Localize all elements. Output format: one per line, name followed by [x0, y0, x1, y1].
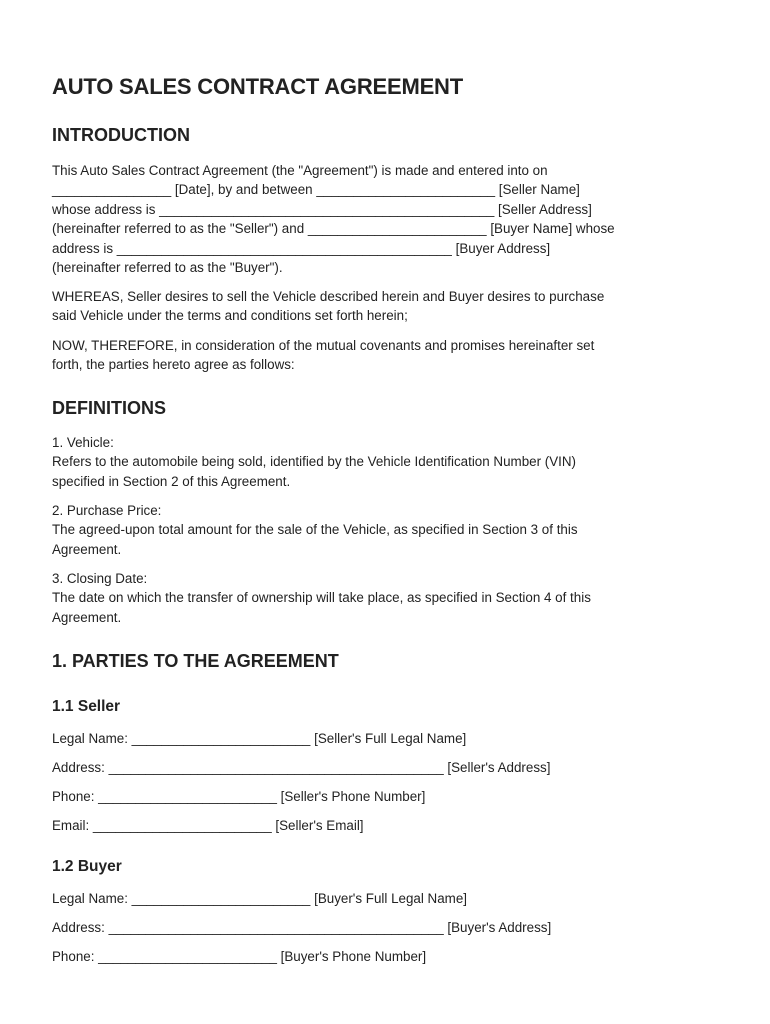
paragraph-line: ________________ [Date], by and between ________________________ [Seller Name] [52, 182, 580, 198]
paragraph-line: said Vehicle under the terms and conditions set forth herein; [52, 308, 408, 324]
definition-text: specified in Section 2 of this Agreement. [52, 473, 291, 489]
buyer-phone-field: Phone: ________________________ [Buyer's Phone Number] [52, 949, 427, 964]
seller-phone-field: Phone: ________________________ [Seller's Phone Number] [52, 789, 426, 804]
paragraph-line: forth, the parties hereto agree as follows: [52, 357, 295, 373]
definition-item-vehicle [52, 433, 576, 491]
definition-term: 3. Closing Date: [52, 571, 148, 586]
paragraph-line: (hereinafter referred to as the "Seller") and ________________________ [Buyer Name] whose [52, 221, 615, 237]
introduction-heading: INTRODUCTION [52, 125, 190, 145]
definition-item-closing-date [52, 569, 591, 627]
paragraph-line: NOW, THEREFORE, in consideration of the mutual covenants and promises hereinafter set [52, 338, 595, 353]
whereas-paragraph [52, 287, 604, 326]
now-therefore-paragraph [52, 336, 594, 375]
paragraph-line: (hereinafter referred to as the "Buyer"). [52, 260, 283, 276]
paragraph-line: This Auto Sales Contract Agreement (the "Agreement") is made and entered into on [52, 163, 548, 178]
paragraph-line: address is _____________________________________________ [Buyer Address] [52, 240, 551, 256]
definition-text: The date on which the transfer of ownership will take place, as specified in Section 4 of this [52, 590, 591, 606]
buyer-legal-name-field: Legal Name: ________________________ [Buyer's Full Legal Name] [52, 891, 467, 906]
introduction-paragraph [52, 161, 615, 277]
document-title: AUTO SALES CONTRACT AGREEMENT [52, 74, 463, 99]
seller-heading: 1.1 Seller [52, 698, 121, 715]
definition-text: Refers to the automobile being sold, identified by the Vehicle Identification Number (VIN) [52, 454, 577, 470]
definition-text: Agreement. [52, 541, 122, 557]
definitions-heading: DEFINITIONS [52, 398, 167, 418]
seller-email-field: Email: ________________________ [Seller's Email] [52, 818, 364, 833]
seller-address-field: Address: _____________________________________________ [Seller's Address] [52, 760, 551, 775]
paragraph-line: WHEREAS, Seller desires to sell the Vehicle described herein and Buyer desires to purchase [52, 289, 605, 304]
buyer-address-field: Address: _____________________________________________ [Buyer's Address] [52, 920, 552, 935]
definition-term: 1. Vehicle: [52, 435, 114, 450]
seller-legal-name-field: Legal Name: ________________________ [Seller's Full Legal Name] [52, 731, 467, 746]
parties-heading: 1. PARTIES TO THE AGREEMENT [52, 651, 339, 671]
definition-text: The agreed-upon total amount for the sale of the Vehicle, as specified in Section 3 of this [52, 522, 578, 538]
buyer-heading: 1.2 Buyer [52, 858, 122, 875]
definition-term: 2. Purchase Price: [52, 503, 162, 518]
definition-text: Agreement. [52, 609, 122, 625]
paragraph-line: whose address is _____________________________________________ [Seller Address] [52, 201, 592, 217]
definition-item-purchase-price [52, 501, 578, 559]
